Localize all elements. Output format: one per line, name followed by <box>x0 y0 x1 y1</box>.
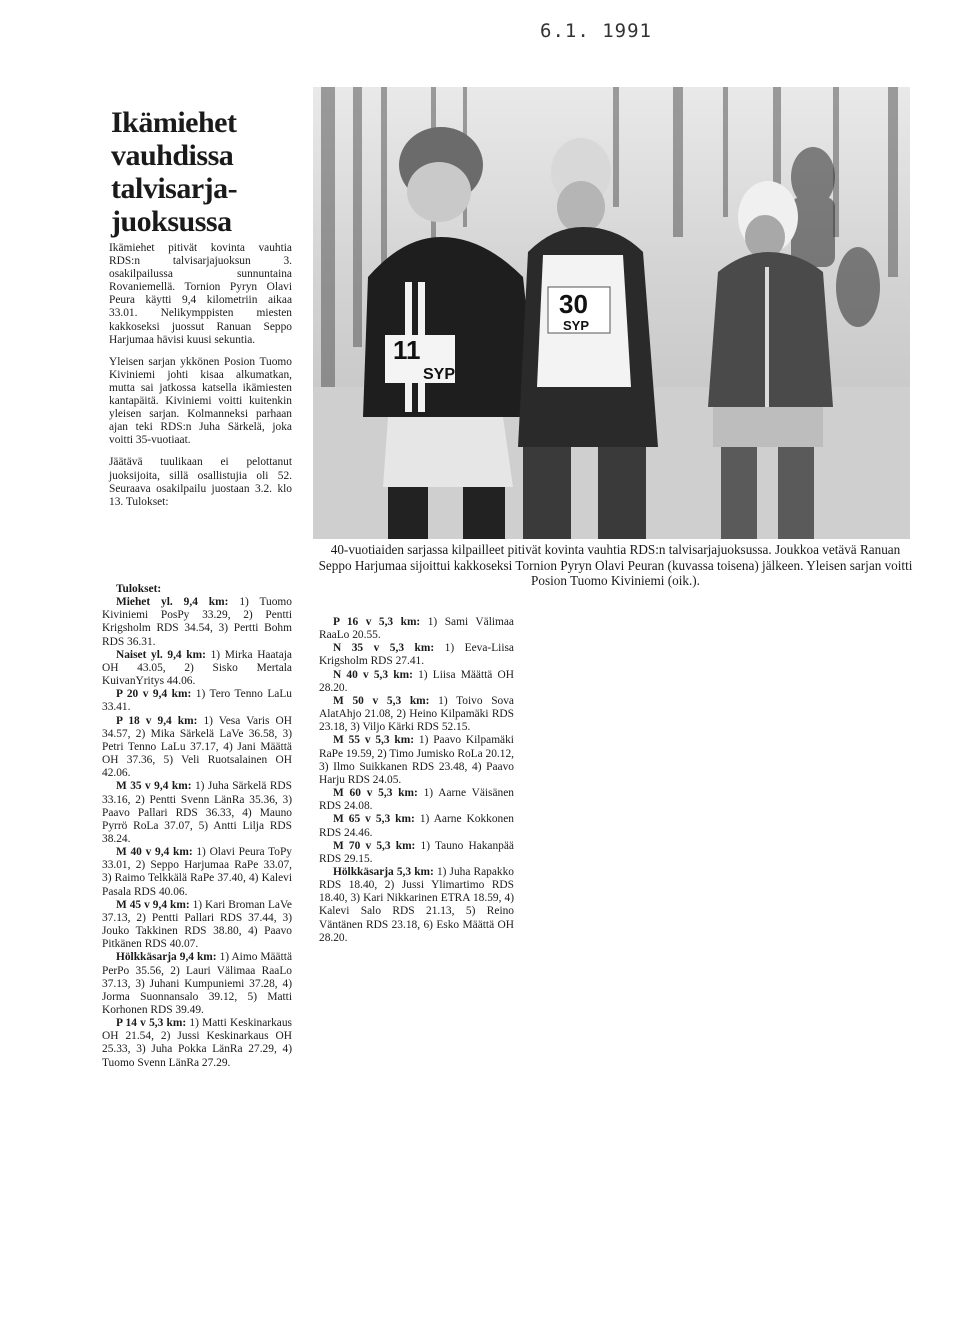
result-class: P 14 v 5,3 km: <box>116 1017 187 1030</box>
result-entry <box>102 596 292 649</box>
race-photo <box>313 87 910 539</box>
result-class: M 55 v 5,3 km: <box>333 734 415 747</box>
result-entry <box>102 846 292 899</box>
headline-line: Ikämiehet <box>111 106 237 139</box>
photo-caption: 40-vuotiaiden sarjassa kilpailleet pitivät kovinta vauhtia RDS:n talvisarjajuoksussa. Joukkoa vetävä Ranuan Seppo Harjumaa sijoittui kakkoseksi Tornion Pyryn Olavi Peuran (kuvassa toisena) jälkeen. Yleisen sarjan voitti Posion Tuomo Kiviniemi (oik.). <box>318 542 913 588</box>
result-class: M 65 v 5,3 km: <box>333 813 415 826</box>
result-entry <box>319 813 514 839</box>
result-entry <box>102 951 292 1017</box>
result-class: Miehet yl. 9,4 km: <box>116 596 229 609</box>
results-right-column <box>319 616 514 945</box>
headline-line: vauhdissa <box>111 139 234 172</box>
result-text: 1) Aarne Kokkonen RDS 24.46. <box>319 813 514 839</box>
headline-line: talvisarja- <box>111 172 238 205</box>
headline-line: juoksussa <box>111 205 232 238</box>
result-text: 1) Mirka Haataja OH 43.05, 2) Sisko Mertala KuivanYritys 44.06. <box>102 648 292 688</box>
bib-number-center: 30 <box>559 289 588 319</box>
result-entry <box>319 787 514 813</box>
result-class: N 40 v 5,3 km: <box>333 668 413 681</box>
result-class: N 35 v 5,3 km: <box>333 642 435 655</box>
result-class: Naiset yl. 9,4 km: <box>116 648 206 661</box>
result-text: 1) Tuomo Kiviniemi PosPy 33.29, 2) Pentti Krigsholm RDS 34.54, 3) Pertti Bohm RDS 36.31. <box>102 596 292 648</box>
results-left-column <box>102 583 292 1070</box>
result-class: Hölkkäsarja 9,4 km: <box>116 951 217 964</box>
result-class: M 35 v 9,4 km: <box>116 780 192 793</box>
result-text: 1) Sami Välimaa RaaLo 20.55. <box>319 616 514 642</box>
result-entry <box>319 840 514 866</box>
bib-logo-left: SYP <box>423 366 456 383</box>
result-text: 1) Olavi Peura ToPy 33.01, 2) Seppo Harjumaa RaPe 33.07, 3) Raimo Telkkälä RaPe 37.40, 4) Kalevi Pasala RDS 40.06. <box>102 846 292 898</box>
result-text: 1) Aarne Väisänen RDS 24.08. <box>319 787 514 813</box>
result-entry <box>102 715 292 781</box>
result-entry <box>102 649 292 688</box>
bib-number-left: 11 <box>393 335 421 365</box>
result-entry <box>102 1017 292 1070</box>
result-text: 1) Juha Rapakko RDS 18.40, 2) Jussi Ylimartimo RDS 18.40, 3) Kari Nikkarinen ETRA 18.59, 4) Kalevi Salo RDS 21.13, 5) Reino Väntänen RDS 23.18, 6) Esko Määttä OH 28.20. <box>319 865 514 944</box>
intro-paragraph: Yleisen sarjan ykkönen Posion Tuomo Kiviniemi johti kisaa alkumatkan, mutta sai jatkossa katsella ikämiesten kantapäitä. Kiviniemi voitti kuitenkin yleisen sarjan. Kolmanneksi parhaan ajan teki RDS:n Juha Särkelä, joka voitti 35-vuotiaat. <box>109 355 292 447</box>
result-entry <box>319 616 514 642</box>
intro-paragraph: Ikämiehet pitivät kovinta vauhtia RDS:n talvisarjajuoksun 3. osakilpailussa sunnuntaina Rovaniemellä. Tornion Pyryn Olavi Peura käytti 9,4 kilometriin aikaa 33.01. Nelikymppisten miesten kakkoseksi juossut Ranuan Seppo Harjumaa hävisi kuusi sekuntia. <box>109 242 292 346</box>
result-entry <box>319 866 514 945</box>
result-entry <box>319 642 514 668</box>
result-text: 1) Aimo Määttä PerPo 35.56, 2) Lauri Välimaa RaaLo 37.13, 3) Juhani Kumpuniemi 37.28, 4) Jorma Suonnansalo 39.12, 5) Matti Korhonen RDS 39.49. <box>102 951 292 1016</box>
result-text: 1) Eeva-Liisa Krigsholm RDS 27.41. <box>319 642 514 668</box>
result-class: M 70 v 5,3 km: <box>333 839 416 852</box>
result-class: M 60 v 5,3 km: <box>333 787 418 800</box>
result-class: P 18 v 9,4 km: <box>116 714 198 727</box>
result-entry <box>102 780 292 846</box>
result-class: P 16 v 5,3 km: <box>333 616 421 628</box>
result-text: 1) Paavo Kilpamäki RaPe 19.59, 2) Timo Jumisko RoLa 20.12, 3) Ilmo Suikkanen RDS 23.48, 4) Paavo Harju RDS 24.05. <box>319 734 514 786</box>
result-text: 1) Toivo Sova AlatAhjo 21.08, 2) Heino Kilpamäki RDS 23.18, 3) Viljo Kärki RDS 52.15. <box>319 694 514 734</box>
date-stamp: 6.1. 1991 <box>540 20 652 42</box>
result-text: 1) Juha Särkelä RDS 33.16, 2) Pentti Svenn LänRa 35.36, 3) Paavo Pallari RDS 36.33, 4) Mauno Pyrrö RoLa 37.07, 5) Antti Lilja RDS 38.24. <box>102 780 292 845</box>
result-class: M 50 v 5,3 km: <box>333 694 430 707</box>
result-entry <box>319 695 514 734</box>
bib-logo-center: SYP <box>563 318 590 333</box>
result-entry <box>319 734 514 787</box>
result-entry <box>102 899 292 952</box>
result-text: 1) Tauno Hakanpää RDS 29.15. <box>319 839 514 865</box>
article-intro <box>109 242 292 518</box>
result-text: 1) Matti Keskinarkaus OH 21.54, 2) Jussi Keskinarkaus OH 25.33, 3) Juha Pokka LänRa 27.29, 4) Tuomo Svenn LänRa 27.29. <box>102 1017 292 1069</box>
result-entry <box>102 688 292 714</box>
intro-paragraph: Jäätävä tuulikaan ei pelottanut juoksijoita, sillä osallistujia oli 52. Seuraava osakilpailu juostaan 3.2. klo 13. Tulokset: <box>109 456 292 508</box>
result-class: Hölkkäsarja 5,3 km: <box>333 865 434 878</box>
article-headline <box>111 106 311 238</box>
result-class: M 45 v 9,4 km: <box>116 898 190 911</box>
result-class: P 20 v 9,4 km: <box>116 688 192 701</box>
result-text: 1) Liisa Määttä OH 28.20. <box>319 668 514 694</box>
result-entry <box>319 669 514 695</box>
result-class: M 40 v 9,4 km: <box>116 846 193 859</box>
result-text: 1) Vesa Varis OH 34.57, 2) Mika Särkelä LaVe 36.58, 3) Petri Tenno LaLu 37.17, 4) Jani Määttä OH 37.36, 5) Veli Ruotsalainen OH 42.06. <box>102 714 292 780</box>
result-text: 1) Kari Broman LaVe 37.13, 2) Pentti Pallari RDS 37.44, 3) Jouko Takkinen RDS 38.80, 4) Paavo Pitkänen RDS 40.07. <box>102 898 292 951</box>
results-heading: Tulokset: <box>116 583 162 595</box>
result-text: 1) Tero Tenno LaLu 33.41. <box>102 688 292 714</box>
photo-illustration <box>313 87 910 539</box>
